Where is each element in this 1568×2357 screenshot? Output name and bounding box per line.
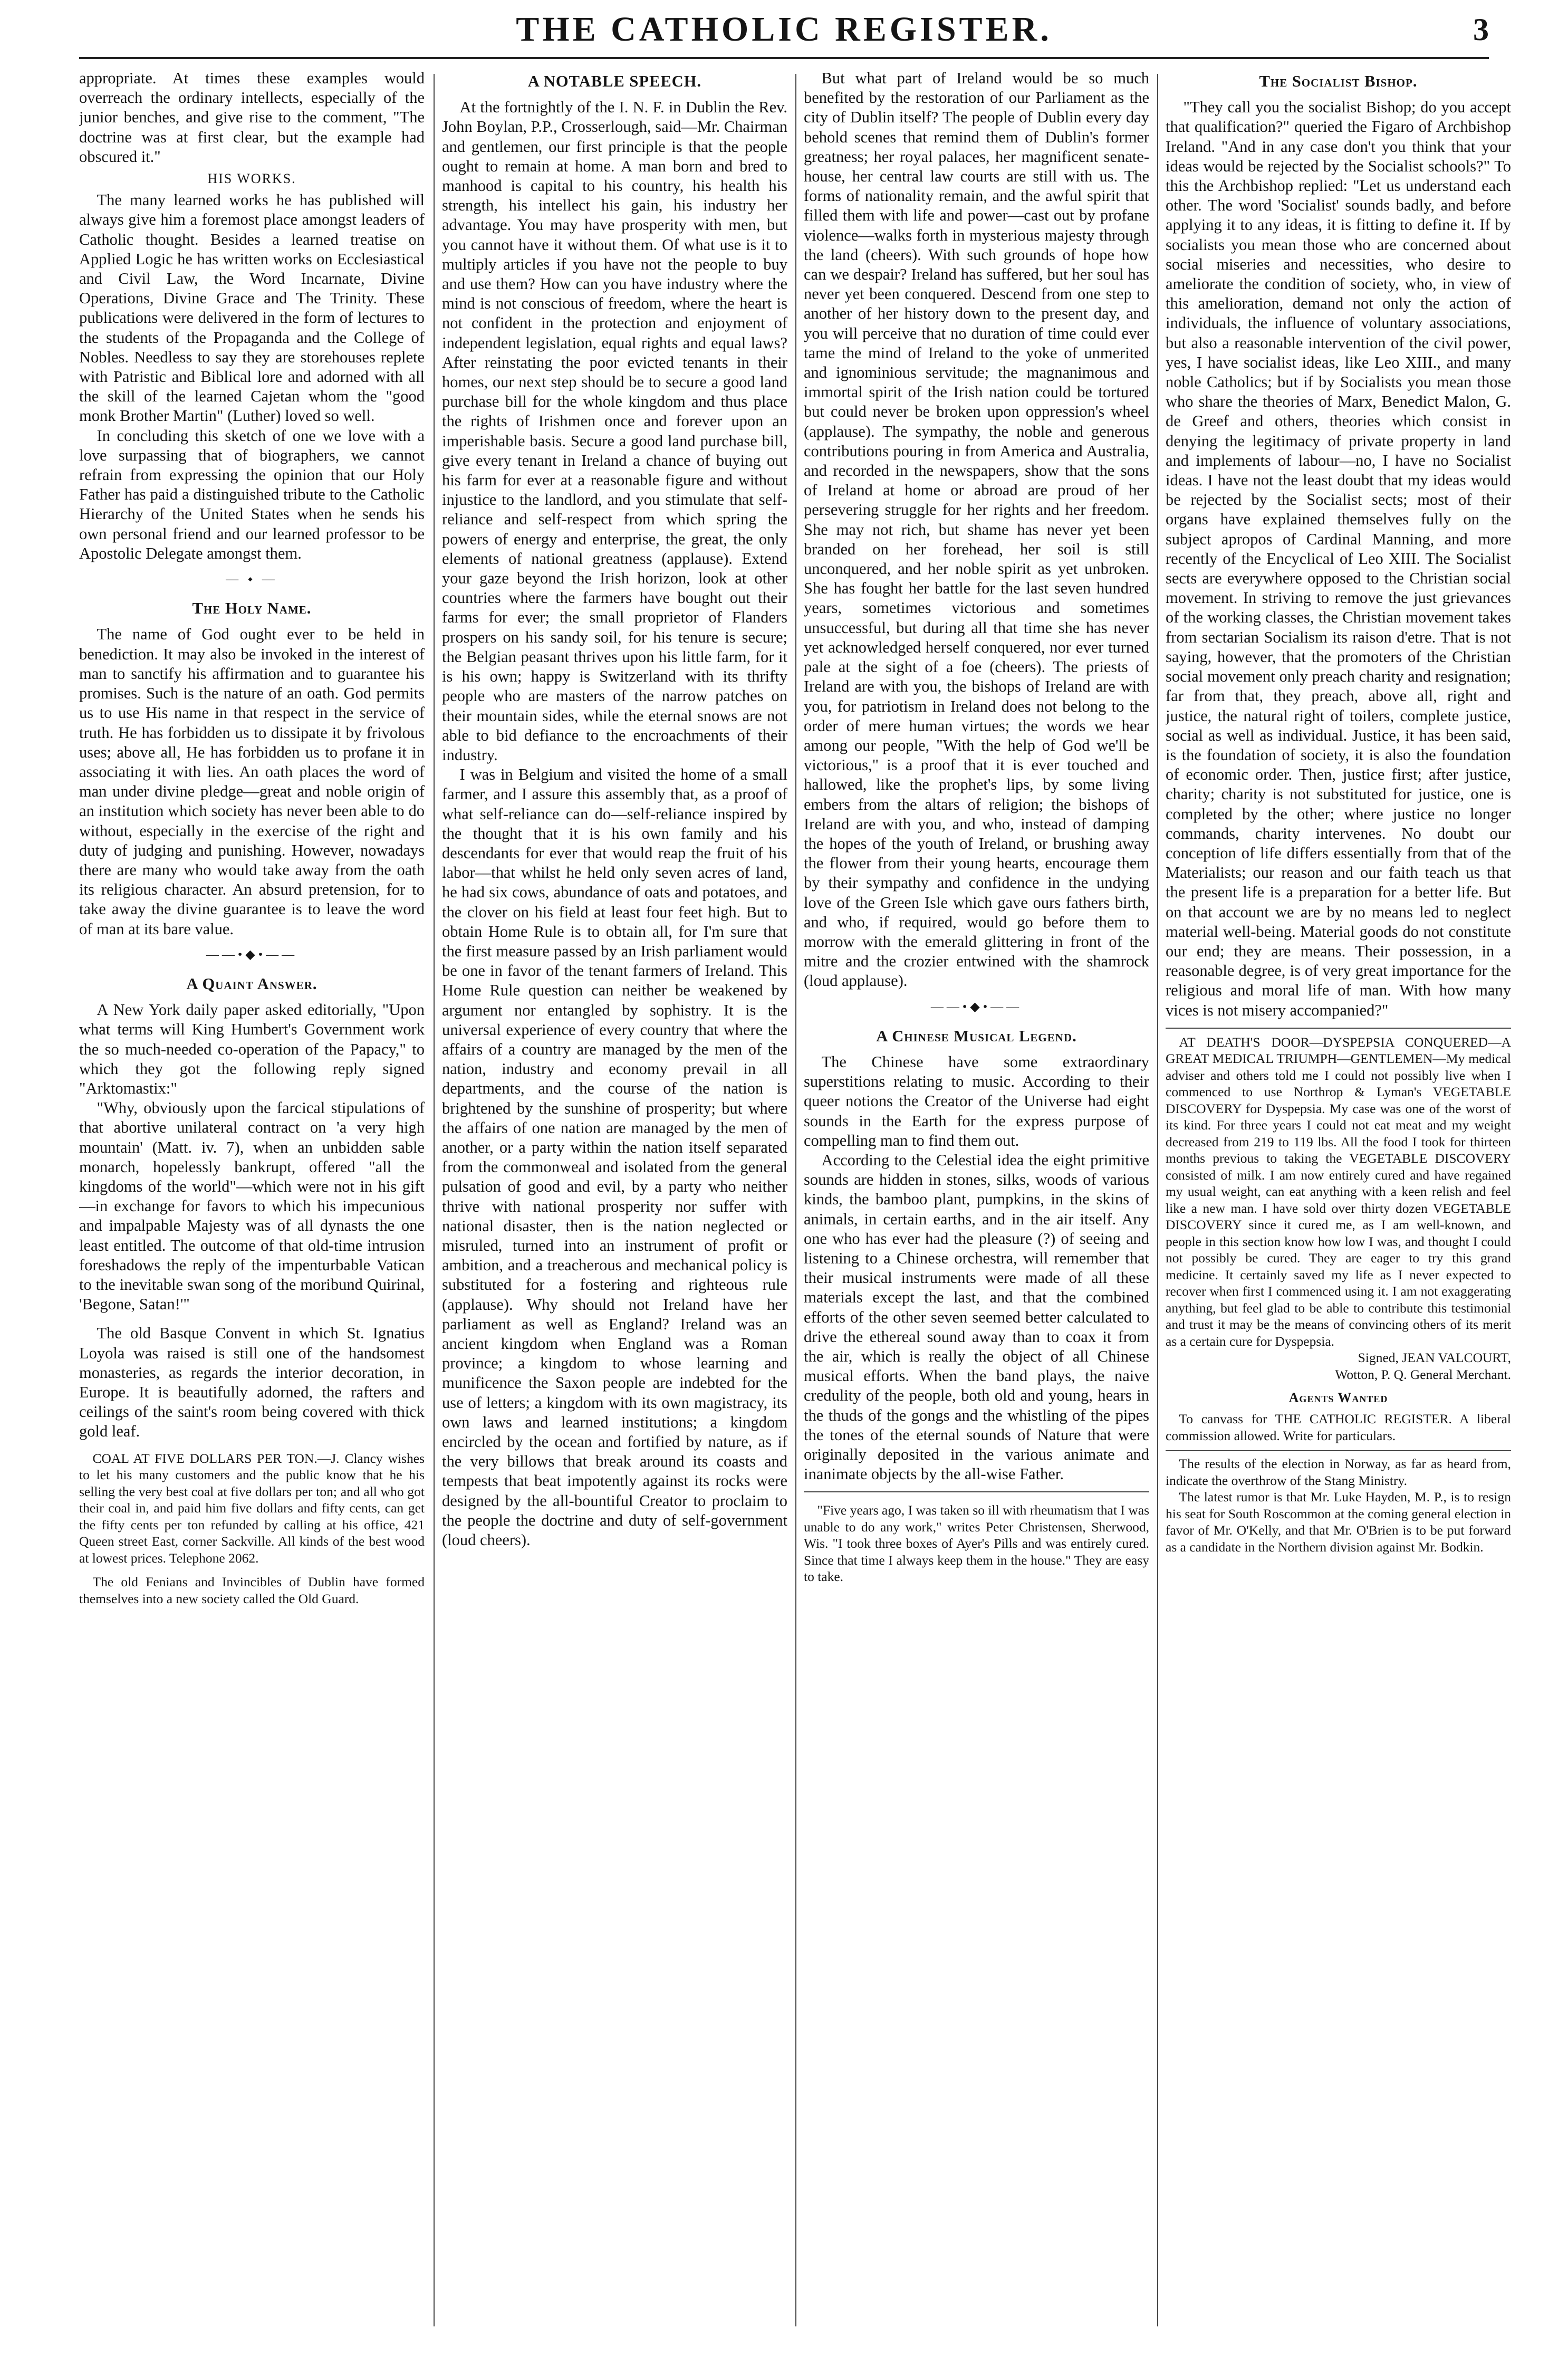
article-heading: A Quaint Answer. (186, 974, 318, 993)
column-1 (79, 69, 425, 2337)
column-rule (1157, 74, 1158, 2326)
article-paragraph: The Chinese have some extraordinary superstitions relating to music. According to their queer notions the Creator of the Universe had eight sounds in the Earth for the express purpose of compelling man to find them out. (804, 1052, 1149, 1149)
article-heading: The Socialist Bishop. (1259, 72, 1418, 90)
advertisement-dyspepsia: AT DEATH'S DOOR—DYSPEPSIA CONQUERED—A GREAT MEDICAL TRIUMPH—GENTLEMEN—My medical adviser and others told me I could not possibly live when I commenced to use Northrop & Lyman's VEGETABLE DISCOVERY for Dyspepsia. My case was one of the worst of its kind. For three years I could not eat meat and my weight decreased from 219 to 119 lbs. All the food I took for thirteen months previous to taking the VEGETABLE DISCOVERY consisted of milk. I am now entirely cured and have regained my usual weight, can eat anything with a keen relish and feel like a new man. I have sold over thirty dozen VEGETABLE DISCOVERY since it cured me, as I am well-known, and people in this section know how low I was, and thought I could not possibly be cured. They are eager to try this grand medicine. It certainly saved my life as I never expected to recover when first I commenced using it. I am not exaggerating anything, but feel glad to be able to contribute this testimonial and trust it may be the means of convincing others of its merit as a certain cure for Dyspepsia. (1166, 1034, 1511, 1349)
column-3 (804, 69, 1149, 2337)
article-paragraph: The old Basque Convent in which St. Ignatius Loyola was raised is still one of the handsomest monasteries, as regards the interior decoration, in Europe. It is beautifully adorned, the rafters and ceilings of the saint's room being covered with thick gold leaf. (79, 1324, 425, 1441)
article-paragraph: appropriate. At times these examples would overreach the ordinary intellects, especially of the junior benches, and give rise to the comment, "The doctrine was at first clear, but the example had obscured it." (79, 69, 425, 166)
article-paragraph: At the fortnightly of the I. N. F. in Dublin the Rev. John Boylan, P.P., Crosserlough, said—Mr. Chairman and gentlemen, our first principle is that the people ought to remain at home. A man born and bred to manhood is capital to his country, his health his strength, his intellect his gain, his industry her advantage. You may have prosperity with men, but you cannot have it without them. Of what use is it to multiply articles if you have not the people to buy and use them? How can you have industry where the mind is not conscious of freedom, where the heart is not confident in the protection and enjoyment of independent legislation, equal rights and equal laws? After reinstating the poor evicted tenants in their homes, our next step should be to secure a good land purchase bill for the whole kingdom and thus place the rights of Irishmen once and forever upon an imperishable basis. Secure a good land purchase bill, give every tenant in Ireland a chance of buying out his farm for ever at a reasonable figure and without injustice to the landlord, and you stimulate that self-reliance and self-respect from which spring the powers of energy and enterprise, the great, the only elements of national greatness (applause). Extend your gaze beyond the Irish horizon, look at other countries where the farmers have bought out their farms for ever; the small proprietor of Flanders prospers on his sandy soil, for his tenure is secure; the Belgian peasant thrives upon his little farm, for it is his own; happy is Switzerland with its thrifty people who are masters of the narrow patches on their mountain sides, while the eternal snows are not able to bid defiance to the encroachments of their industry. (442, 98, 787, 764)
column-4 (1166, 69, 1511, 2337)
news-brief: The old Fenians and Invincibles of Dublin have formed themselves into a new society called the Old Guard. (79, 1574, 425, 1606)
article-paragraph: I was in Belgium and visited the home of a small farmer, and I assure this assembly that, as a proof of what self-reliance can do—self-reliance inspired by the thought that it is his own family and his descendants for ever that would reap the fruit of his labor—that whilst he held only seven acres of land, he had six cows, abundance of oats and potatoes, and the clover on his field at least four feet high. But to obtain Home Rule is to obtain all, for I'm sure that the first measure passed by an Irish parliament would be one in favor of the tenant farmers of Ireland. This Home Rule question can neither be weakened by argument nor entangled by sophistry. It is the universal experience of every country that where the affairs of a country are managed by the men of the nation, industry and economy prevail in all departments, and the course of the nation is brightened by the sunshine of prosperity; but where the affairs of one nation are managed by the men of another, or a party within the nation itself separated from the commonweal and isolated from the general pulsation of good and evil, by a party who neither thrive with national prosperity nor suffer with national disaster, then is the nation neglected or misruled, turned into an instrument of profit or ambition, and a treacherous and mechanical policy is substituted for a fostering and righteous rule (applause). Why should not Ireland have her parliament as well as England? Ireland was an ancient kingdom when England was a Roman province; a kingdom to whose learning and munificence the Saxon people are indebted for the use of letters; a kingdom with its own magistracy, its own laws and learned institutions; a kingdom encircled by the ocean and fortified by nature, as if the very billows that break around its coasts and tempests that beat impotently against its rocks were designed by the all-bountiful Creator to proclaim to the people the doctrine and duty of self-government (loud cheers). (442, 765, 787, 1549)
article-heading: Agents Wanted (1288, 1390, 1388, 1406)
article-paragraph: A New York daily paper asked editorially, "Upon what terms will King Humbert's Government work the so much-needed co-operation of the Papacy," to which they got the following reply signed "Arktomastix:" (79, 1001, 425, 1097)
signature-line: Signed, JEAN VALCOURT, (1358, 1350, 1511, 1366)
article-paragraph: "Why, obviously upon the farcical stipulations of that abortive unilateral contract on 'a very high mountain' (Matt. iv. 7), when an unbidden sable monarch, hopelessly bankrupt, offered "all the kingdoms of the world"—which were not in his gift—in exchange for favors to which his impecunious and impalpable Majesty was of all dynasts the one least entitled. The outcome of that old-time intrusion foreshadows the reply of the impenturbable Vatican to the inevitable swan song of the moribund Quirinal, 'Begone, Satan!'" (79, 1099, 425, 1314)
page-number: 3 (1473, 12, 1489, 47)
news-brief: The results of the election in Norway, as far as heard from, indicate the overthrow of the Stang Ministry. (1166, 1456, 1511, 1488)
separator-ornament: ——•◆•—— (206, 947, 298, 962)
advertisement-agents: To canvass for THE CATHOLIC REGISTER. A liberal commission allowed. Write for particulars. (1166, 1411, 1511, 1443)
advertisement-coal: COAL AT FIVE DOLLARS PER TON.—J. Clancy wishes to let his many customers and the public know that he his selling the very best coal at five dollars per ton; and all who got their coal in, and paid him five dollars and fifty cents, can get the fifty cents per ton refunded by calling at his office, 421 Queen street East, corner Sackville. All kinds of the best wood at lowest prices. Telephone 2062. (79, 1450, 425, 1566)
masthead-rule (79, 57, 1489, 59)
article-heading: The Holy Name. (192, 599, 312, 618)
newspaper-title: THE CATHOLIC REGISTER. (516, 10, 1052, 49)
column-2 (442, 69, 787, 2337)
section-subhead: HIS WORKS. (207, 171, 296, 187)
separator-ornament: — ⬩ — (226, 572, 278, 587)
article-paragraph: In concluding this sketch of one we love with a love surpassing that of biographers, we cannot refrain from expressing the opinion that our Holy Father has paid a distinguished tribute to the Catholic Hierarchy of the United States when he sends his own personal friend and our learned professor to be Apostolic Delegate amongst them. (79, 426, 425, 562)
article-heading: A NOTABLE SPEECH. (527, 72, 702, 90)
article-paragraph: "They call you the socialist Bishop; do you accept that qualification?" queried the Figaro of Archbishop Ireland. "And in any case don't you think that your ideas would be rejected by the Socialist schools?" To this the Archbishop replied: "Let us understand each other. The word 'Socialist' sounds badly, and before applying it to any ideas, it is fitting to define it. If by socialists you mean those who are concerned about social miseries and necessities, who desire to ameliorate the condition of society, who, in view of this amelioration, demand not only the action of individuals, the influence of voluntary associations, but also a reasonable intervention of the civil power, yes, I have socialist ideas, like Leo XIII., and many noble Catholics; but if by Socialists you mean those who share the theories of Marx, Benedict Malon, G. de Greef and others, theories which consist in denying the legitimacy of private property in land and implements of labour—no, I have no Socialist ideas. I have not the least doubt that my ideas would be rejected by the Socialist sects; most of their organs have explained themselves fully on the subject apropos of Cardinal Manning, and more recently of the Encyclical of Leo XIII. The Socialist sects are everywhere opposed to the Christian social movement. In striving to remove the just grievances of the working classes, the Christian movement takes from sectarian Socialism its raison d'etre. That is not saying, however, that the promoters of the Christian social movement only preach charity and resignation; far from that, they preach, above all, right and justice, the natural right of toilers, complete justice, social as well as individual. Justice, it has been said, is the foundation of society, it is also the foundation of economic order. Then, justice first; after justice, charity; charity is not substituted for justice, one is completed by the other; where justice no longer commands, charity intervenes. No doubt our conception of life differs essentially from that of the Materialists; our reason and our faith teach us that the present life is a preparation for a better life. But on that account we are by no means led to neglect material well-being. Material goods do not constitute our end; they are means. Their possession, in a reasonable degree, is of very great importance for the religious and moral life of man. With how many vices is not misery accompanied?" (1166, 98, 1511, 1019)
column-rule (795, 74, 796, 2326)
article-heading: A Chinese Musical Legend. (876, 1027, 1077, 1045)
article-paragraph: But what part of Ireland would be so much benefited by the restoration of our Parliament as the city of Dublin itself? The people of Dublin every day behold scenes that remind them of Dublin's former greatness; her royal palaces, her magnificent senate-house, her central law courts are still with us. The forms of nationality remain, and the awful spirit that filled them with life and power—cast out by profane violence—walks forth in mysterious majesty through the land (cheers). With such grounds of hope how can we despair? Ireland has suffered, but her soul has never yet been conquered. Descend from one step to another of her history down to the present day, and you will perceive that no duration of time could ever tame the mind of Ireland to the yoke of unmerited and ignominious servitude; the magnanimous and immortal spirit of the Irish nation could be tortured but could never be broken upon oppression's wheel (applause). The sympathy, the noble and generous contributions pouring in from America and Australia, and recorded in the newspapers, show that the sons of Ireland at home or abroad are proud of her persevering struggle for her rights and her freedom. She may not rich, but shame has never yet been branded on her forehead, her soil is still unconquered, and her noble spirit as yet unbroken. She has fought her battle for the last seven hundred years, sometimes victorious and sometimes unsuccessful, but during all that time she has never yet acknowledged herself conquered, nor ever turned pale at the sight of a foe (cheers). The priests of Ireland are with you, the bishops of Ireland are with you, for patriotism in Ireland does not belong to the order of mere human virtues; the words we hear among our people, "With the help of God we'll be victorious," is a proof that it is ever touched and hallowed, like the prophet's lips, by some living embers from the altars of religion; the bishops of Ireland are with you, and who, instead of damping the hopes of the youth of Ireland, or brushing away the flower from their young hearts, encourage them by their sympathy and confidence in the undying love of the Green Isle which gave ours fathers birth, and who, if required, would go before them to morrow with the emerald glittering in front of the mitre and the crozier entwined with the shamrock (loud applause). (804, 69, 1149, 990)
article-paragraph: According to the Celestial idea the eight primitive sounds are hidden in stones, silks, woods of various kinds, the bamboo plant, pumpkins, in the skins of animals, in certain earths, and in the air itself. Any one who has ever had the pleasure (?) of seeing and listening to a Chinese orchestra, will remember that their musical instruments were made of all these materials except the last, and that the combined efforts of the other seven seemed better calculated to drive the ethereal sound away than to coax it from the air, which is really the object of all Chinese musical efforts. When the band plays, the naive credulity of the people, both old and young, hears in the thuds of the gongs and the whistling of the pipes the tones of the eternal sounds of Nature that were originally deposited in the various animate and inanimate objects by the all-wise Father. (804, 1151, 1149, 1483)
signature-line: Wotton, P. Q. General Merchant. (1335, 1366, 1511, 1382)
article-paragraph: The many learned works he has published will always give him a foremost place amongst leaders of Catholic thought. Besides a learned treatise on Applied Logic he has written works on Ecclesiastical and Civil Law, the Word Incarnate, Divine Operations, Divine Grace and The Trinity. These publications were delivered in the form of lectures to the students of the Propaganda and the College of Nobles. Needless to say they are storehouses replete with Patristic and Biblical lore and adorned with all the skill of the learned Cajetan whom the "good monk Brother Martin" (Luther) loved so well. (79, 191, 425, 425)
column-rule (434, 74, 435, 2326)
separator-ornament: ——•◆•—— (930, 1000, 1023, 1014)
advertisement-ayer: "Five years ago, I was taken so ill with rheumatism that I was unable to do any work," writes Peter Christensen, Sherwood, Wis. "I took three boxes of Ayer's Pills and was entirely cured. Since that time I always keep them in the house." They are easy to take. (804, 1502, 1149, 1585)
article-paragraph: The name of God ought ever to be held in benediction. It may also be invoked in the interest of man to sanctify his affirmation and to guarantee his promises. Such is the nature of an oath. God permits us to use His name in that respect in the service of truth. He has forbidden us to dissipate it by frivolous uses; above all, He has forbidden us to profane it in associating it with lies. An oath places the word of man under divine pledge—great and noble origin of an institution which society has never been able to do without, especially in the exercise of the right and duty of judging and punishing. However, nowadays there are many who would take away from the oath its religious character. An absurd pretension, for to take away the divine guarantee is to leave the word of man at its bare value. (79, 625, 425, 938)
news-brief: The latest rumor is that Mr. Luke Hayden, M. P., is to resign his seat for South Roscommon at the coming general election in favor of Mr. O'Kelly, and that Mr. O'Brien is to be put forward as a candidate in the Northern division against Mr. Bodkin. (1166, 1489, 1511, 1555)
